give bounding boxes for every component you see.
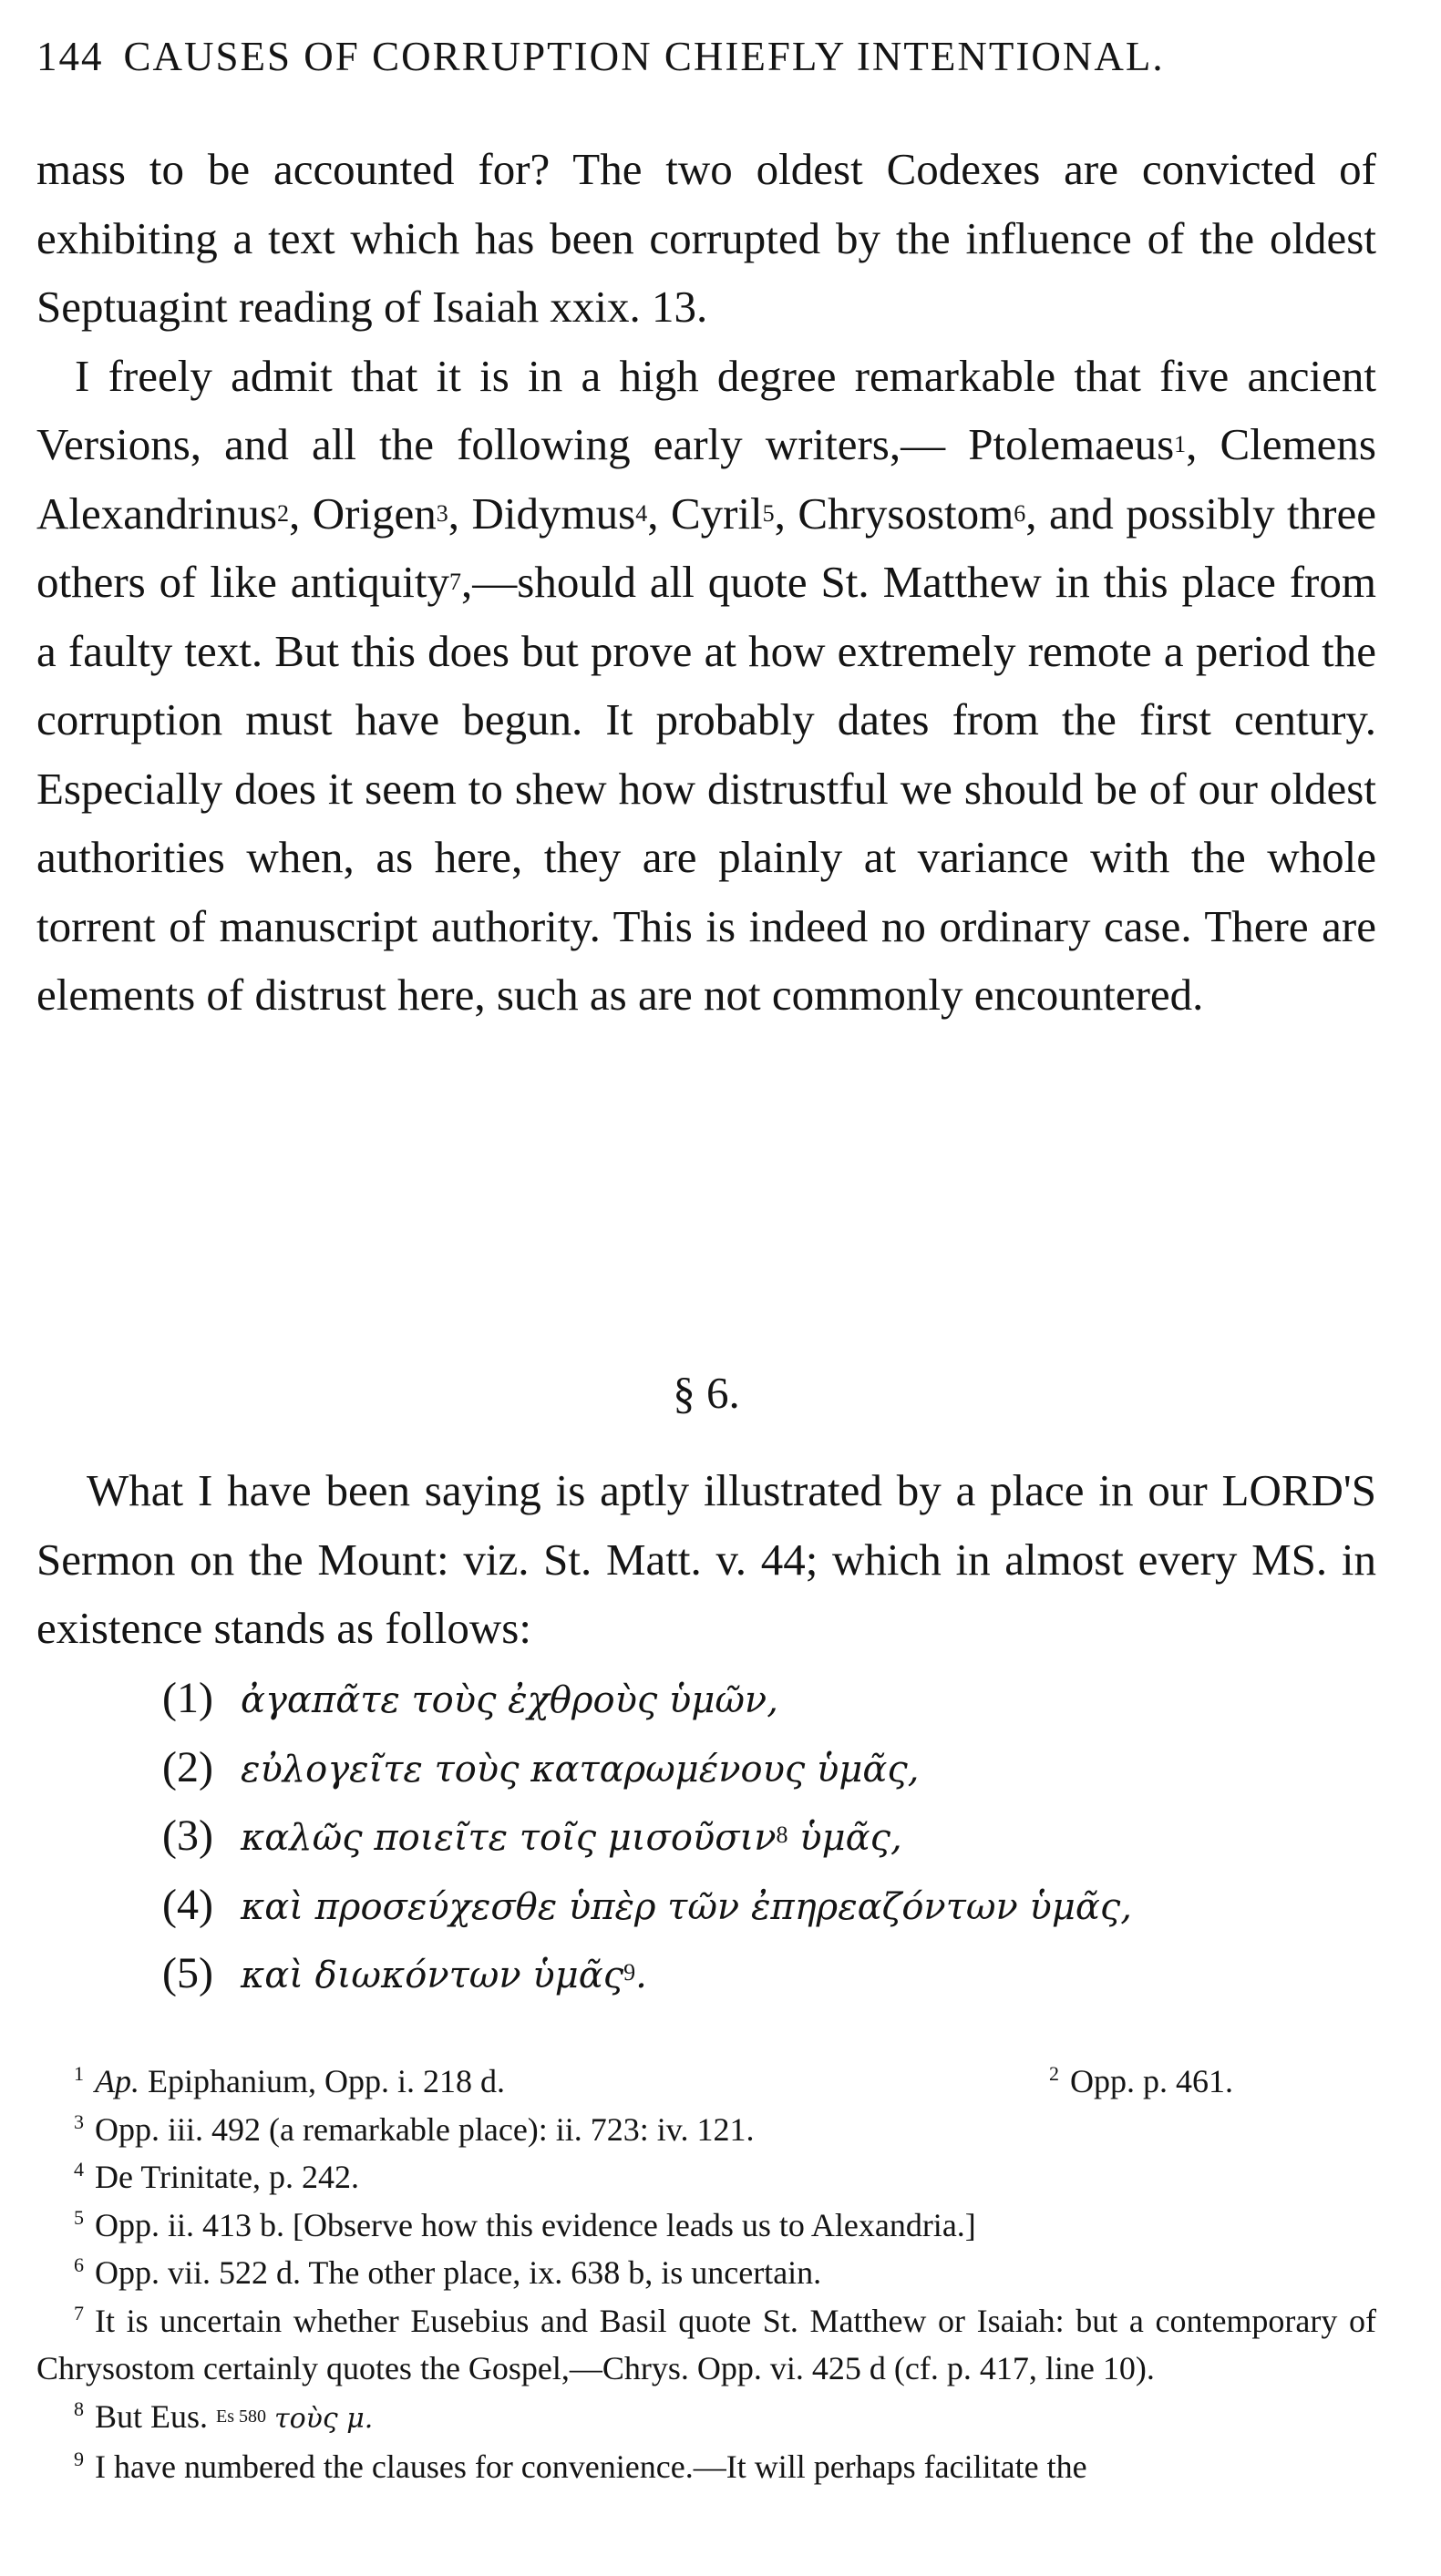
footnote-5: 5 Opp. ii. 413 b. [Observe how this evidence leads us to Alexandria.] <box>74 2205 976 2243</box>
clause-4: (4) καὶ προσεύχεσθε ὑπὲρ τῶν ἐπηρεαζόντων ὑμᾶς, <box>162 1880 1132 1929</box>
paragraph-3: What I have been saying is aptly illustrated by a place in our LORD'S Sermon on the Mount: viz. St. Matt. v. 44; which in almost every MS. in existence stands as follows: <box>36 1465 1376 1653</box>
clause-3: (3) καλῶς ποιεῖτε τοῖς μισοῦσιν$^8$ ὑμᾶς, <box>162 1811 902 1860</box>
section-heading: § 6. <box>673 1368 740 1418</box>
footnotes <box>36 2058 1376 2491</box>
footnote-ref-2: 2 <box>277 499 289 527</box>
clause-2: (2) εὐλογεῖτε τοὺς καταρωμένους ὑμᾶς, <box>162 1742 920 1791</box>
footnote-ref-3: 3 <box>436 499 448 527</box>
clause-5: (5) καὶ διωκόντων ὑμᾶς$^9$. <box>162 1949 647 1997</box>
footnote-ref-9: 9 <box>623 1959 636 1986</box>
footnote-7: 7 It is uncertain whether Eusebius and Basil quote St. Matthew or Isaiah: but a contemporary of Chrysostom certainly quotes the Gospel,—Chrys. Opp. vi. 425 d (cf. p. 417, line 10). <box>36 2301 1376 2386</box>
footnote-3: 3 Opp. iii. 492 (a remarkable place): ii. 723: iv. 121. <box>74 2109 755 2148</box>
paragraph-1: mass to be accounted for? The two oldest Codexes are convicted of exhibiting a text which has been corrupted by the influence of the oldest Septuagint reading of Isaiah xxix. 13. <box>36 144 1376 332</box>
footnote-6: 6 Opp. vii. 522 d. The other place, ix. 638 b, is uncertain. <box>74 2253 822 2291</box>
running-header <box>36 33 1376 80</box>
page-number: 144 <box>36 34 104 79</box>
greek-clause-list <box>162 1664 1347 2008</box>
clause-1: (1) ἀγαπᾶτε τοὺς ἐχθροὺς ὑμῶν, <box>162 1674 778 1722</box>
running-title: CAUSES OF CORRUPTION CHIEFLY INTENTIONAL. <box>123 34 1165 79</box>
footnote-ref-5: 5 <box>762 499 775 527</box>
footnote-ref-7: 7 <box>449 569 462 595</box>
main-text <box>36 135 1376 1030</box>
footnote-ref-4: 4 <box>635 499 648 527</box>
section-text <box>36 1456 1376 1663</box>
footnote-4: 4 De Trinitate, p. 242. <box>74 2158 360 2195</box>
footnote-9: 9 I have numbered the clauses for convenience.—It will perhaps facilitate the <box>74 2448 1087 2485</box>
footnote-ref-8: 8 <box>776 1822 788 1848</box>
footnote-8: 8 But Eus. $^{Es 580}$ τοὺς μ. <box>74 2396 374 2435</box>
footnote-2: 2 Opp. p. 461. <box>1049 2062 1233 2099</box>
footnote-ref-1: 1 <box>1174 431 1187 457</box>
footnote-1: 1 Ap. Epiphanium, Opp. i. 218 d. 2 Opp. p. 461. <box>36 2058 1376 2106</box>
paragraph-2: I freely admit that it is in a high degree remarkable that five ancient Versions, and all the following early writers,— Ptolemaeus$^1$, Clemens Alexandrinus$^2$, Origen$^3$, Didymus$^4$, Cyril$^5$, Chrysostom$^6$, and possibly three others of like antiquity$^7$,—should all quote St. Matthew in this place from a faulty text. But this does but prove at how extremely remote a period the corruption must have begun. It probably dates from the first century. Especially does it seem to shew how distrustful we should be of our oldest authorities when, as here, they are plainly at variance with the whole torrent of manuscript authority. This is indeed no ordinary case. There are elements of distrust here, such as are not commonly encountered. <box>36 350 1376 1020</box>
footnote-ref-6: 6 <box>1014 499 1026 527</box>
